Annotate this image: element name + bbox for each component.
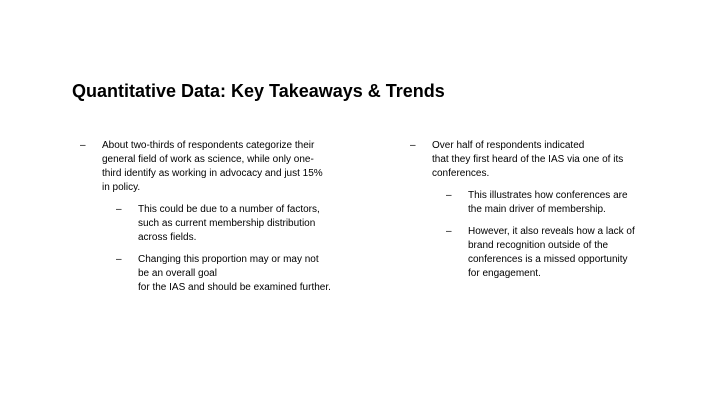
sub-bullet-line: This illustrates how conferences are [468, 190, 628, 201]
sub-bullet-line: conferences is a missed opportunity [468, 254, 628, 265]
sub-bullet-line: for the IAS and should be examined further. [138, 282, 331, 293]
sub-bullet-line: Changing this proportion may or may not [138, 254, 319, 265]
sub-bullet-line: However, it also reveals how a lack of [468, 226, 635, 237]
sub-bullet-line: be an overall goal [138, 268, 217, 279]
sub-bullet-line: for engagement. [468, 268, 541, 279]
dash-marker: – [80, 140, 86, 151]
dash-marker: – [116, 204, 122, 215]
bullet-line: conferences. [432, 168, 490, 179]
dash-marker: – [446, 226, 452, 237]
sub-bullet-item [410, 189, 682, 217]
bullet-item [80, 139, 352, 195]
slide-title: Quantitative Data: Key Takeaways & Trends [72, 81, 445, 101]
sub-bullet-line: the main driver of membership. [468, 204, 606, 215]
sub-bullet-line: across fields. [138, 232, 197, 243]
sub-bullet-line: such as current membership distribution [138, 218, 316, 229]
bullet-line: third identify as working in advocacy and just 15% [102, 168, 323, 179]
bullet-line: Over half of respondents indicated [432, 140, 585, 151]
bullet-line: in policy. [102, 182, 141, 193]
right-column [410, 139, 682, 281]
sub-bullet-item [80, 203, 352, 245]
bullet-line: About two-thirds of respondents categorize their [102, 140, 315, 151]
bullet-line: general field of work as science, while only one- [102, 154, 314, 165]
dash-marker: – [410, 140, 416, 151]
sub-bullet-item [410, 225, 682, 281]
bullet-line: that they first heard of the IAS via one of its [432, 154, 624, 165]
sub-bullet-line: This could be due to a number of factors, [138, 204, 320, 215]
left-column [80, 139, 352, 295]
bullet-item [410, 139, 682, 181]
dash-marker: – [446, 190, 452, 201]
sub-bullet-line: brand recognition outside of the [468, 240, 609, 251]
sub-bullet-item [80, 253, 352, 295]
dash-marker: – [116, 254, 122, 265]
